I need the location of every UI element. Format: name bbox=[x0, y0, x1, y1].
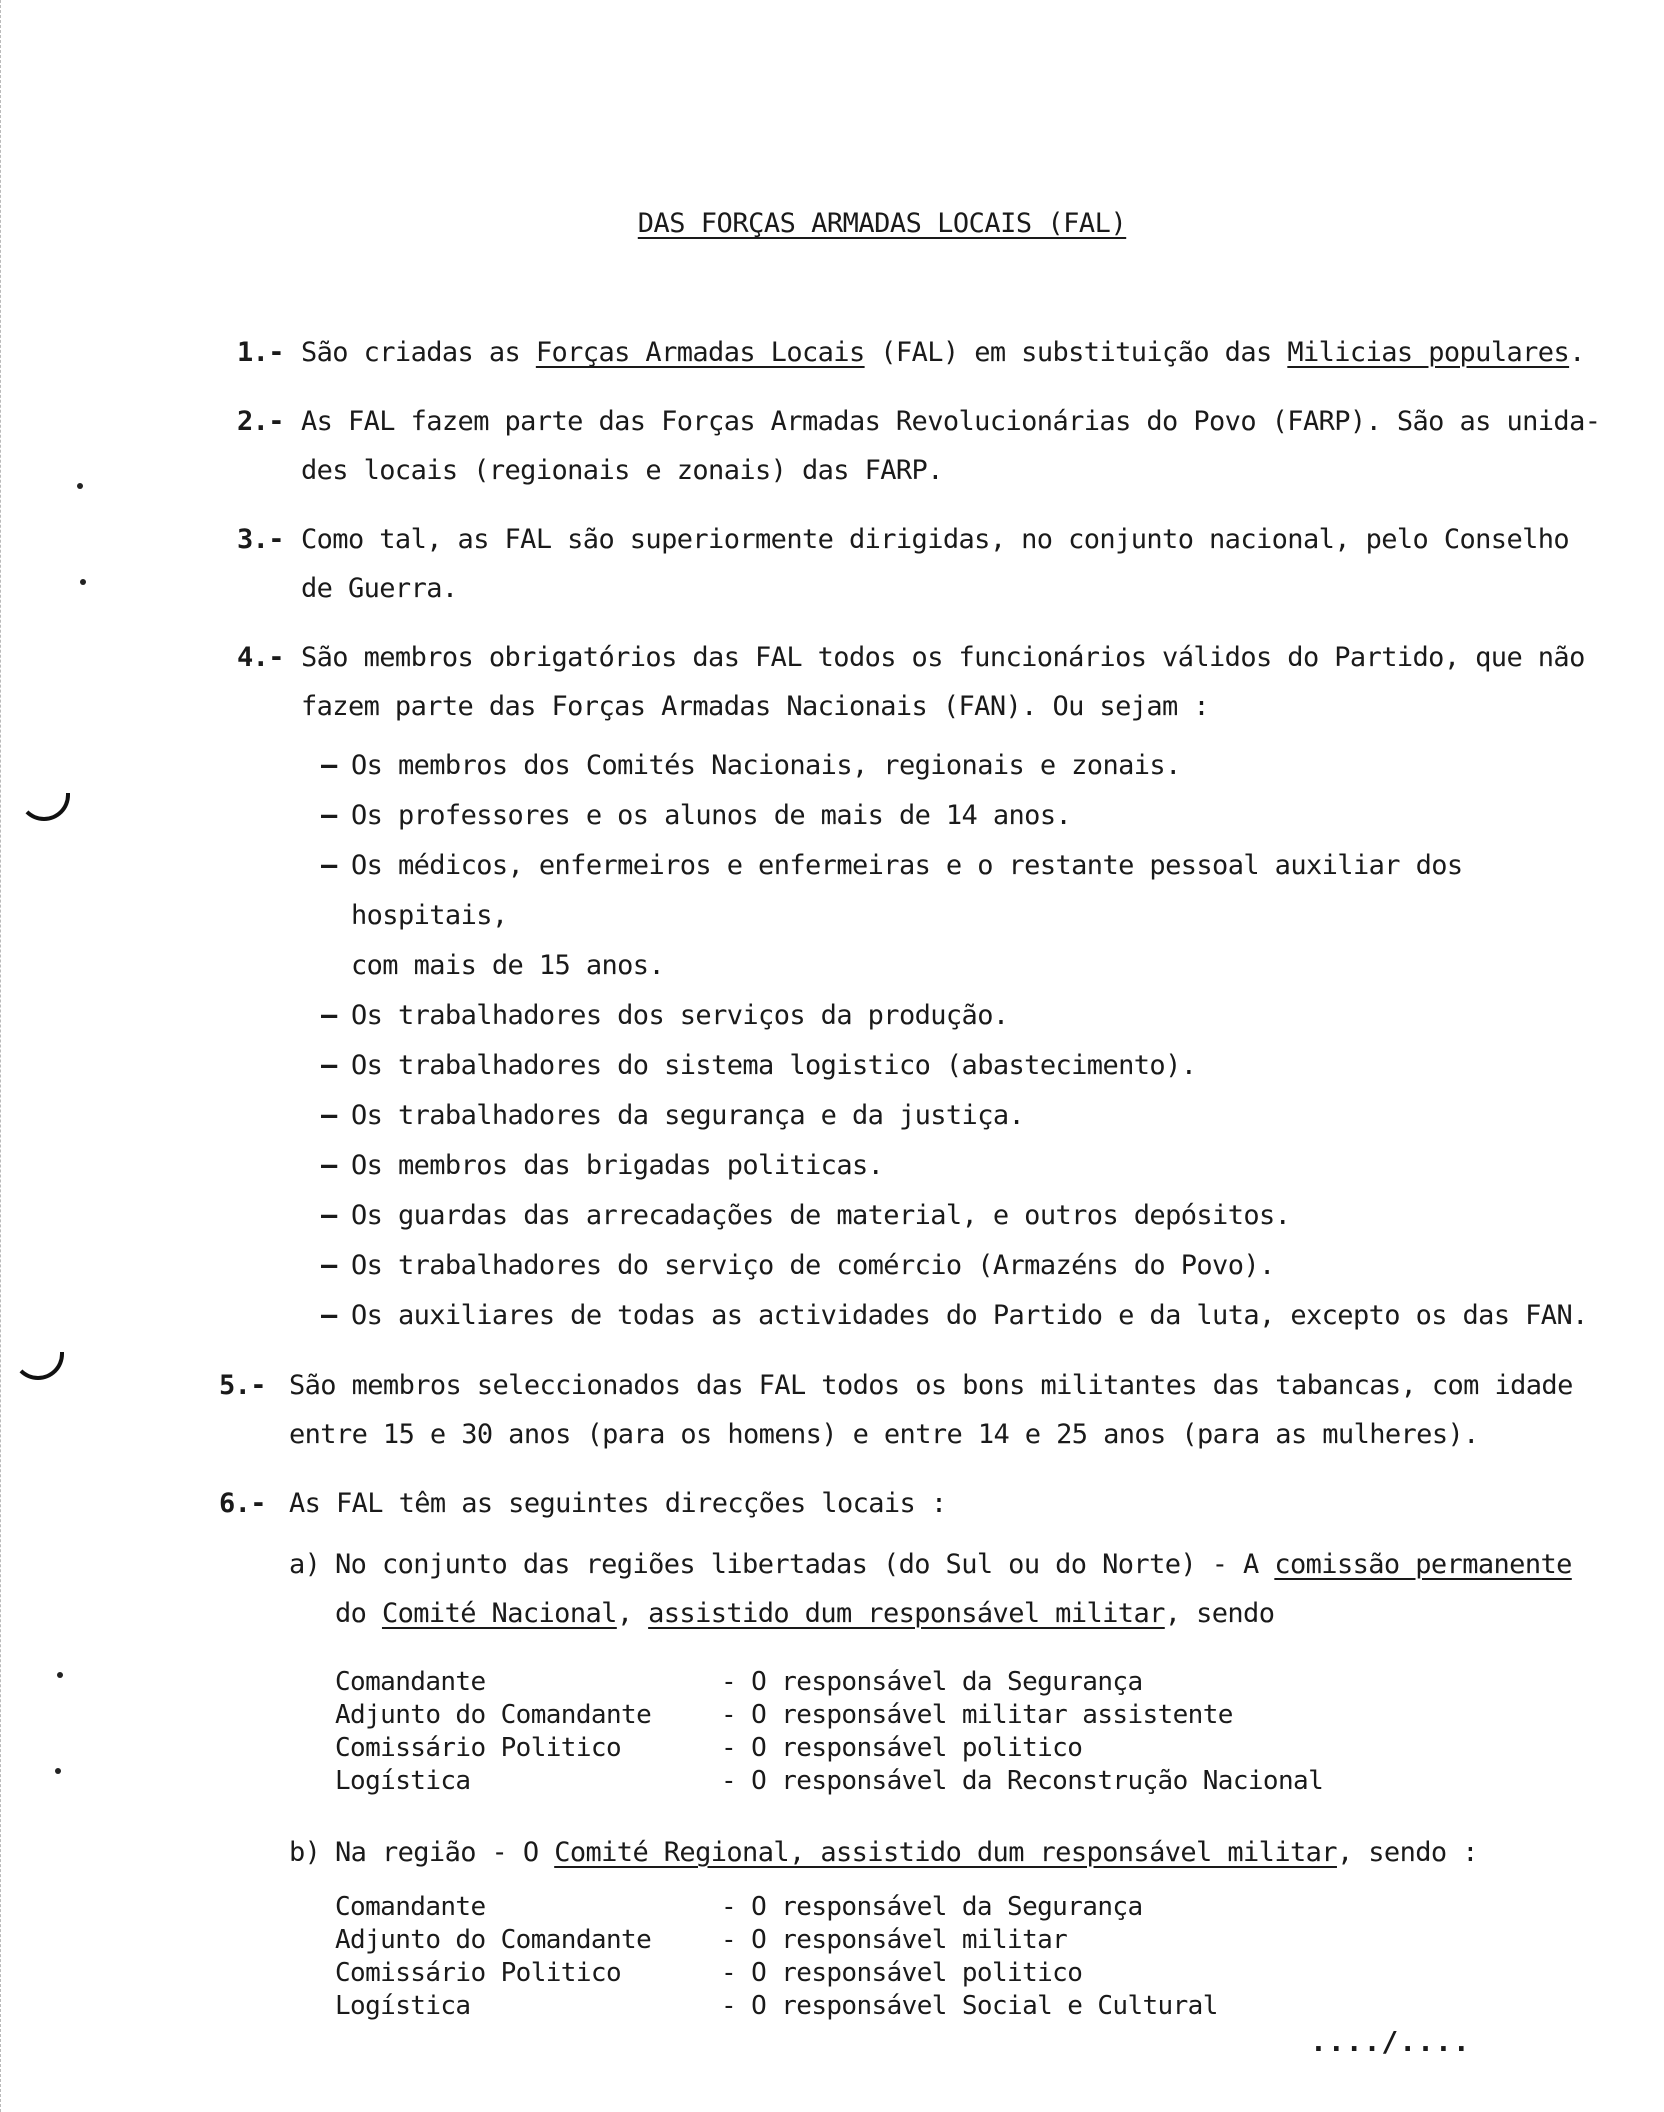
roles-table-b bbox=[335, 1891, 1625, 2023]
staple-mark bbox=[12, 1352, 64, 1380]
item-number: 5.- bbox=[219, 1370, 266, 1401]
sub-letter: b) bbox=[289, 1837, 321, 1868]
item-number: 2.- bbox=[237, 406, 284, 437]
role-row: Comissário Politico - O responsável politico bbox=[335, 1733, 1083, 1763]
item-2: 2.- As FAL fazem parte das Forças Armadas Revolucionárias do Povo (FARP). São as unida- des locais (regionais e zonais) das FARP. bbox=[225, 397, 1625, 495]
punch-dot bbox=[80, 579, 86, 585]
member-list bbox=[301, 741, 1625, 1341]
item-number: 3.- bbox=[237, 524, 284, 555]
role-row: Comandante - O responsável da Segurança bbox=[335, 1667, 1143, 1697]
role-row: Adjunto do Comandante - O responsável militar bbox=[335, 1925, 1068, 1955]
list-item: – Os professores e os alunos de mais de 14 anos. bbox=[321, 791, 1625, 841]
list-item: – Os médicos, enfermeiros e enfermeiras e o restante pessoal auxiliar dos hospitais, com mais de 15 anos. bbox=[321, 841, 1625, 991]
role-row: Logística - O responsável Social e Cultural bbox=[335, 1991, 1218, 2021]
punch-dot bbox=[55, 1768, 61, 1774]
scan-edge bbox=[0, 0, 3, 2112]
punch-dot bbox=[77, 483, 83, 489]
item-5: 5.- São membros seleccionados das FAL todos os bons militantes das tabancas, com idade entre 15 e 30 anos (para os homens) e entre 14 e 25 anos (para as mulheres). bbox=[225, 1361, 1625, 1459]
term-milicias: Milicias populares bbox=[1287, 337, 1570, 368]
item-3: 3.- Como tal, as FAL são superiormente dirigidas, no conjunto nacional, pelo Conselho de Guerra. bbox=[225, 515, 1625, 613]
document-title: DAS FORÇAS ARMADAS LOCAIS (FAL) bbox=[637, 208, 1127, 239]
document-body bbox=[219, 328, 1625, 2053]
role-row: Adjunto do Comandante - O responsável militar assistente bbox=[335, 1700, 1233, 1730]
item-number: 1.- bbox=[237, 337, 284, 368]
role-row: Comandante - O responsável da Segurança bbox=[335, 1892, 1143, 1922]
punch-dot bbox=[57, 1672, 63, 1678]
role-row: Comissário Politico - O responsável politico bbox=[335, 1958, 1083, 1988]
sub-letter: a) bbox=[289, 1549, 321, 1580]
sub-item-a: a) No conjunto das regiões libertadas (do Sul ou do Norte) - A comissão permanente do Comité Nacional, assistido dum responsável militar, sendo Comandante - O responsável da Segurança Adjunto do Comandante - O responsável militar assistente Comissário Politico - O responsável politico Logística - O responsável da Reconstrução Nacional bbox=[289, 1540, 1625, 1798]
term-fal: Forças Armadas Locais bbox=[535, 337, 865, 368]
item-4: 4.- São membros obrigatórios das FAL todos os funcionários válidos do Partido, que não fazem parte das Forças Armadas Nacionais (FAN). Ou sejam : – Os membros dos Comités Nacionais, regionais e zonais. – Os professores e os alunos de mais de 14 anos. – Os médicos, enfermeiros e enfermeiras e o restante pessoal auxiliar dos hospitais, com mais de 15 anos. – Os trabalhadores dos serviços da produção. – Os trabalhadores do sistema logistico (abastecimento). – Os trabalhadores da segurança e da justiça. – Os membros das brigadas politicas. – Os guardas das arrecadações de material, e outros depósitos. – Os trabalhadores do serviço de comércio (Armazéns do Povo). – Os auxiliares de todas as actividades do Partido e da luta, excepto os das FAN. bbox=[225, 633, 1625, 1341]
item-1: 1.- São criadas as Forças Armadas Locais (FAL) em substituição das Milicias populares. bbox=[225, 328, 1625, 377]
page-continuation: ..../.... bbox=[1310, 2025, 1471, 2058]
list-item: – Os trabalhadores do serviço de comércio (Armazéns do Povo). bbox=[321, 1241, 1625, 1291]
staple-mark bbox=[18, 793, 70, 821]
list-item: – Os guardas das arrecadações de material, e outros depósitos. bbox=[321, 1191, 1625, 1241]
list-item: – Os trabalhadores do sistema logistico (abastecimento). bbox=[321, 1041, 1625, 1091]
item-number: 6.- bbox=[219, 1488, 266, 1519]
list-item: – Os membros das brigadas politicas. bbox=[321, 1141, 1625, 1191]
item-number: 4.- bbox=[237, 642, 284, 673]
role-row: Logística - O responsável da Reconstrução Nacional bbox=[335, 1766, 1324, 1796]
list-item: – Os trabalhadores dos serviços da produção. bbox=[321, 991, 1625, 1041]
list-item: – Os trabalhadores da segurança e da justiça. bbox=[321, 1091, 1625, 1141]
list-item: – Os auxiliares de todas as actividades do Partido e da luta, excepto os das FAN. bbox=[321, 1291, 1625, 1341]
sub-item-b: b) Na região - O Comité Regional, assistido dum responsável militar, sendo : Comandante - O responsável da Segurança Adjunto do Comandante - O responsável militar Comissário Politico - O responsável politico Logística - O responsável Social e Cultural bbox=[289, 1828, 1625, 2023]
item-6: 6.- As FAL têm as seguintes direcções locais : a) No conjunto das regiões libertadas (do Sul ou do Norte) - A comissão permanente do Comité Nacional, assistido dum responsável militar, sendo Comandante - O responsável da Segurança Adjunto do Comandante - O responsável militar assistente Comissário Politico - O responsável politico Logística - O responsável da Reconstrução Nacional b) Na região - O Comité Regional, assistido dum responsável militar, sendo : Comandante - O responsável da Segurança Adjunto do Comandante - O responsável militar Comissário Politico - O responsável politico Logística - O responsável Social e Cultural bbox=[225, 1479, 1625, 2023]
list-item: – Os membros dos Comités Nacionais, regionais e zonais. bbox=[321, 741, 1625, 791]
roles-table-a bbox=[335, 1666, 1625, 1798]
